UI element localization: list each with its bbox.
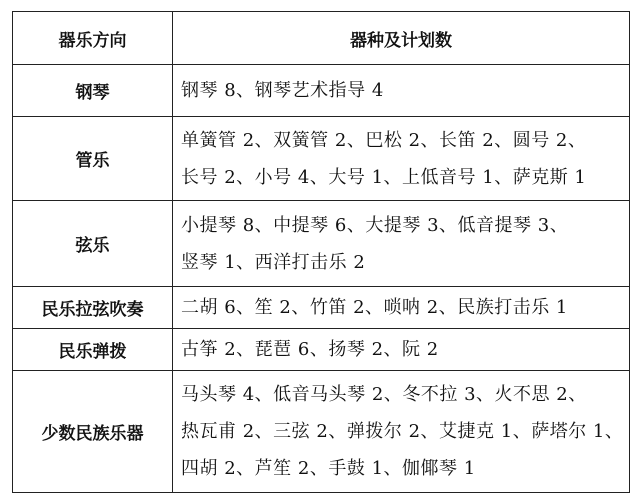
- items-cell: [173, 287, 630, 329]
- category-cell: 弦乐: [13, 201, 173, 287]
- category-cell: 钢琴: [13, 65, 173, 117]
- items-cell: [173, 371, 630, 493]
- table-row: [13, 371, 630, 493]
- items-line: 小提琴 8、中提琴 6、大提琴 3、低音提琴 3、: [181, 214, 569, 236]
- table-row: [13, 117, 630, 201]
- table-row: [13, 329, 630, 371]
- items-cell: [173, 201, 630, 287]
- table-row: [13, 287, 630, 329]
- table-row: [13, 201, 630, 287]
- items-cell: [173, 65, 630, 117]
- items-line: 二胡 6、笙 2、竹笛 2、唢呐 2、民族打击乐 1: [181, 297, 568, 318]
- items-line: 马头琴 4、低音马头琴 2、冬不拉 3、火不思 2、: [181, 384, 587, 405]
- items-cell: [173, 117, 630, 201]
- items-line: 钢琴 8、钢琴艺术指导 4: [181, 80, 384, 101]
- category-cell: 管乐: [13, 117, 173, 201]
- items-line: 单簧管 2、双簧管 2、巴松 2、长笛 2、圆号 2、: [181, 129, 587, 151]
- header-instrument-quota: 器种及计划数: [173, 12, 630, 65]
- header-instrument-direction: 器乐方向: [13, 12, 173, 65]
- items-line: 竖琴 1、西洋打击乐 2: [181, 251, 366, 273]
- category-cell: 民乐弹拨: [13, 329, 173, 371]
- items-line: 热瓦甫 2、三弦 2、弹拨尔 2、艾捷克 1、萨塔尔 1、: [181, 421, 624, 442]
- table-row: [13, 65, 630, 117]
- table-header-row: [13, 12, 630, 65]
- category-cell: 民乐拉弦吹奏: [13, 287, 173, 329]
- items-cell: [173, 329, 630, 371]
- category-cell: 少数民族乐器: [13, 371, 173, 493]
- items-line: 长号 2、小号 4、大号 1、上低音号 1、萨克斯 1: [181, 166, 587, 188]
- items-line: 四胡 2、芦笙 2、手鼓 1、伽倻琴 1: [181, 458, 476, 479]
- items-line: 古筝 2、琵琶 6、扬琴 2、阮 2: [181, 339, 439, 360]
- quota-table: [12, 11, 630, 493]
